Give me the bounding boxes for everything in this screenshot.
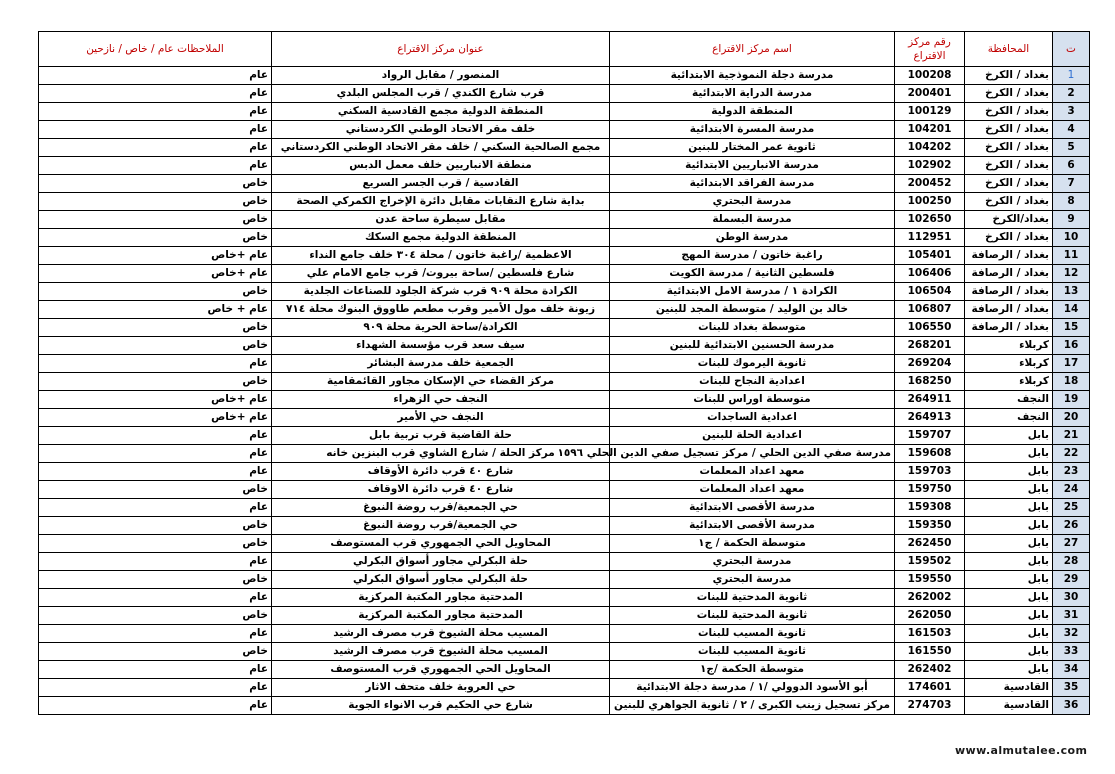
center-name-cell: راغبة خاتون / مدرسة المهج	[610, 247, 895, 265]
center-name-cell: أبو الأسود الدوولي /١ / مدرسة دجلة الابتدائية	[610, 679, 895, 697]
notes-cell: خاص	[39, 319, 272, 337]
governorate-cell: بابل	[965, 481, 1053, 499]
notes-cell: خاص	[39, 337, 272, 355]
notes-cell: خاص	[39, 607, 272, 625]
center-code-cell: 102902	[895, 157, 965, 175]
center-code-cell: 262402	[895, 661, 965, 679]
center-address-cell: شارع ٤٠ قرب دائرة الأوقاف	[272, 463, 610, 481]
center-code-cell: 174601	[895, 679, 965, 697]
polling-centers-sheet	[38, 31, 1089, 743]
table-row	[39, 409, 1090, 427]
table-header-row	[39, 32, 1090, 67]
center-name-cell: متوسطة الحكمة /ج١	[610, 661, 895, 679]
row-index: 16	[1053, 337, 1090, 355]
governorate-cell: بغداد / الكرخ	[965, 229, 1053, 247]
center-address-cell: حلة البكرلي مجاور أسواق البكرلي	[272, 553, 610, 571]
center-name-cell: ثانوية المدحتية للبنات	[610, 589, 895, 607]
notes-cell: عام +خاص	[39, 247, 272, 265]
center-code-cell: 262002	[895, 589, 965, 607]
table-row	[39, 301, 1090, 319]
governorate-cell: بغداد / الكرخ	[965, 121, 1053, 139]
polling-centers-table	[38, 31, 1090, 715]
center-address-cell: المحاويل الحي الجمهوري قرب المستوصف	[272, 535, 610, 553]
governorate-cell: بغداد/الكرخ	[965, 211, 1053, 229]
governorate-cell: بابل	[965, 625, 1053, 643]
governorate-cell: بغداد / الرصافة	[965, 265, 1053, 283]
row-index: 29	[1053, 571, 1090, 589]
governorate-cell: القادسية	[965, 697, 1053, 715]
governorate-cell: بابل	[965, 661, 1053, 679]
row-index: 12	[1053, 265, 1090, 283]
table-row	[39, 319, 1090, 337]
center-name-cell: متوسطة اوراس للبنات	[610, 391, 895, 409]
notes-cell: خاص	[39, 373, 272, 391]
center-address-cell: منطقة الانباريين خلف معمل الدبس	[272, 157, 610, 175]
center-address-cell: حلة البكرلي مجاور أسواق البكرلي	[272, 571, 610, 589]
row-index: 15	[1053, 319, 1090, 337]
center-code-cell: 104202	[895, 139, 965, 157]
row-index: 30	[1053, 589, 1090, 607]
row-index: 2	[1053, 85, 1090, 103]
table-row	[39, 175, 1090, 193]
header-governorate: المحافظة	[965, 32, 1053, 67]
center-address-cell: المدحتية مجاور المكتبة المركزية	[272, 607, 610, 625]
table-row	[39, 445, 1090, 463]
center-address-cell: المسيب محلة الشيوخ قرب مصرف الرشيد	[272, 643, 610, 661]
center-name-cell: ثانوية المسيب للبنات	[610, 625, 895, 643]
center-name-cell: مدرسة البحتري	[610, 193, 895, 211]
table-row	[39, 427, 1090, 445]
center-address-cell: الكرادة محلة ٩٠٩ قرب شركة الجلود للصناعات الجلدية	[272, 283, 610, 301]
center-name-cell: مدرسة الانباريين الابتدائية	[610, 157, 895, 175]
row-index: 20	[1053, 409, 1090, 427]
row-index: 22	[1053, 445, 1090, 463]
row-index: 14	[1053, 301, 1090, 319]
table-row	[39, 625, 1090, 643]
row-index: 18	[1053, 373, 1090, 391]
center-address-cell: الجمعية خلف مدرسة البشائر	[272, 355, 610, 373]
center-code-cell: 106550	[895, 319, 965, 337]
center-code-cell: 264913	[895, 409, 965, 427]
center-name-cell: مدرسة الفراقد الابتدائية	[610, 175, 895, 193]
center-address-cell: المنطقة الدولية مجمع القادسية السكني	[272, 103, 610, 121]
center-code-cell: 104201	[895, 121, 965, 139]
table-row	[39, 85, 1090, 103]
center-name-cell: ثانوية عمر المختار للبنين	[610, 139, 895, 157]
governorate-cell: بابل	[965, 463, 1053, 481]
center-address-cell: المنطقة الدولية مجمع السكك	[272, 229, 610, 247]
center-name-cell: مدرسة المسرة الابتدائية	[610, 121, 895, 139]
notes-cell: عام	[39, 661, 272, 679]
row-index: 28	[1053, 553, 1090, 571]
notes-cell: خاص	[39, 517, 272, 535]
table-row	[39, 247, 1090, 265]
center-address-cell: شارع فلسطين /ساحة بيروت/ قرب جامع الامام علي	[272, 265, 610, 283]
governorate-cell: بابل	[965, 643, 1053, 661]
table-row	[39, 139, 1090, 157]
governorate-cell: بغداد / الكرخ	[965, 67, 1053, 85]
row-index: 33	[1053, 643, 1090, 661]
center-address-cell: حلة القاضية قرب تربية بابل	[272, 427, 610, 445]
notes-cell: خاص	[39, 193, 272, 211]
center-name-cell: المنطقة الدولية	[610, 103, 895, 121]
row-index: 17	[1053, 355, 1090, 373]
center-name-cell: اعدادية النجاح للبنات	[610, 373, 895, 391]
center-name-cell: مدرسة البحتري	[610, 553, 895, 571]
governorate-cell: النجف	[965, 391, 1053, 409]
center-name-cell: ثانوية المدحتية للبنات	[610, 607, 895, 625]
center-address-cell: الاعظمية /راغبة خاتون / محلة ٣٠٤ خلف جامع النداء	[272, 247, 610, 265]
governorate-cell: بغداد / الرصافة	[965, 319, 1053, 337]
center-address-cell: مجمع الصالحية السكني / خلف مقر الاتحاد الوطني الكردستاني	[272, 139, 610, 157]
center-code-cell: 269204	[895, 355, 965, 373]
table-row	[39, 121, 1090, 139]
notes-cell: عام	[39, 463, 272, 481]
table-row	[39, 103, 1090, 121]
header-index: ت	[1053, 32, 1090, 67]
site-watermark: www.almutalee.com	[955, 744, 1088, 757]
center-code-cell: 100129	[895, 103, 965, 121]
center-name-cell: مركز تسجيل زينب الكبرى / ٢ / ثانوية الجواهري للبنين	[610, 697, 895, 715]
row-index: 24	[1053, 481, 1090, 499]
row-index: 5	[1053, 139, 1090, 157]
center-address-cell: سيف سعد قرب مؤسسة الشهداء	[272, 337, 610, 355]
notes-cell: عام	[39, 103, 272, 121]
table-row	[39, 571, 1090, 589]
row-index: 3	[1053, 103, 1090, 121]
notes-cell: عام	[39, 67, 272, 85]
notes-cell: عام	[39, 625, 272, 643]
center-name-cell: معهد اعداد المعلمات	[610, 463, 895, 481]
center-name-cell: مدرسة صفي الدين الحلي / مركز تسجيل صفي الدين الحلي ١٥٩٦	[610, 445, 895, 463]
row-index: 4	[1053, 121, 1090, 139]
center-address-cell: النجف حي الأمير	[272, 409, 610, 427]
center-name-cell: مدرسة الوطن	[610, 229, 895, 247]
center-address-cell: النجف حي الزهراء	[272, 391, 610, 409]
table-row	[39, 517, 1090, 535]
center-name-cell: فلسطين الثانية / مدرسة الكويت	[610, 265, 895, 283]
center-name-cell: معهد اعداد المعلمات	[610, 481, 895, 499]
center-code-cell: 262450	[895, 535, 965, 553]
row-index: 19	[1053, 391, 1090, 409]
governorate-cell: بغداد / الكرخ	[965, 85, 1053, 103]
center-address-cell: حي الجمعية/قرب روضة النبوغ	[272, 499, 610, 517]
center-address-cell: قرب شارع الكندي / قرب المجلس البلدي	[272, 85, 610, 103]
table-row	[39, 229, 1090, 247]
center-address-cell: المحاويل الحي الجمهوري قرب المستوصف	[272, 661, 610, 679]
center-code-cell: 159502	[895, 553, 965, 571]
center-name-cell: ثانوية المسيب للبنات	[610, 643, 895, 661]
row-index: 7	[1053, 175, 1090, 193]
center-address-cell: خلف مقر الاتحاد الوطني الكردستاني	[272, 121, 610, 139]
governorate-cell: بغداد / الكرخ	[965, 103, 1053, 121]
table-row	[39, 391, 1090, 409]
governorate-cell: النجف	[965, 409, 1053, 427]
row-index: 23	[1053, 463, 1090, 481]
center-code-cell: 159350	[895, 517, 965, 535]
governorate-cell: بغداد / الكرخ	[965, 193, 1053, 211]
table-row	[39, 697, 1090, 715]
header-center-code: رقم مركز الاقتراع	[895, 32, 965, 67]
table-row	[39, 337, 1090, 355]
governorate-cell: بغداد / الرصافة	[965, 247, 1053, 265]
center-name-cell: مدرسة الأقصى الابتدائية	[610, 517, 895, 535]
center-name-cell: مدرسة الأقصى الابتدائية	[610, 499, 895, 517]
governorate-cell: بغداد / الكرخ	[965, 175, 1053, 193]
center-code-cell: 268201	[895, 337, 965, 355]
notes-cell: خاص	[39, 211, 272, 229]
row-index: 25	[1053, 499, 1090, 517]
center-name-cell: متوسطة الحكمة / ج١	[610, 535, 895, 553]
center-address-cell: الكرادة/ساحة الحرية محلة ٩٠٩	[272, 319, 610, 337]
center-code-cell: 100250	[895, 193, 965, 211]
center-code-cell: 106807	[895, 301, 965, 319]
center-code-cell: 161503	[895, 625, 965, 643]
header-center-name: اسم مركز الاقتراع	[610, 32, 895, 67]
center-name-cell: مدرسة الحسنين الابتدائية للبنين	[610, 337, 895, 355]
row-index: 8	[1053, 193, 1090, 211]
notes-cell: خاص	[39, 571, 272, 589]
table-row	[39, 373, 1090, 391]
center-code-cell: 105401	[895, 247, 965, 265]
center-address-cell: مركز الحلة / شارع الشاوي قرب البنزين خانه	[272, 445, 610, 463]
center-name-cell: مدرسة الدراية الابتدائية	[610, 85, 895, 103]
center-name-cell: ثانوية اليرموك للبنات	[610, 355, 895, 373]
center-address-cell: القادسية / قرب الجسر السريع	[272, 175, 610, 193]
center-address-cell: مركز القضاء حي الإسكان مجاور القائمقامية	[272, 373, 610, 391]
notes-cell: عام	[39, 121, 272, 139]
center-name-cell: مدرسة البحتري	[610, 571, 895, 589]
table-row	[39, 193, 1090, 211]
notes-cell: خاص	[39, 481, 272, 499]
center-code-cell: 264911	[895, 391, 965, 409]
notes-cell: عام	[39, 445, 272, 463]
center-name-cell: الكرادة ١ / مدرسة الامل الابتدائية	[610, 283, 895, 301]
governorate-cell: بغداد / الكرخ	[965, 157, 1053, 175]
row-index: 26	[1053, 517, 1090, 535]
governorate-cell: بغداد / الرصافة	[965, 283, 1053, 301]
notes-cell: عام	[39, 697, 272, 715]
table-row	[39, 265, 1090, 283]
center-code-cell: 100208	[895, 67, 965, 85]
notes-cell: عام	[39, 85, 272, 103]
row-index: 1	[1053, 67, 1090, 85]
center-address-cell: شارع ٤٠ قرب دائرة الاوقاف	[272, 481, 610, 499]
center-address-cell: المنصور / مقابل الرواد	[272, 67, 610, 85]
row-index: 34	[1053, 661, 1090, 679]
notes-cell: خاص	[39, 283, 272, 301]
notes-cell: عام	[39, 427, 272, 445]
row-index: 11	[1053, 247, 1090, 265]
center-address-cell: المسيب محلة الشيوخ قرب مصرف الرشيد	[272, 625, 610, 643]
center-code-cell: 106406	[895, 265, 965, 283]
governorate-cell: بابل	[965, 553, 1053, 571]
table-row	[39, 211, 1090, 229]
center-code-cell: 159750	[895, 481, 965, 499]
center-code-cell: 200401	[895, 85, 965, 103]
center-code-cell: 168250	[895, 373, 965, 391]
center-code-cell: 161550	[895, 643, 965, 661]
notes-cell: عام	[39, 589, 272, 607]
center-name-cell: اعدادية الحلة للبنين	[610, 427, 895, 445]
notes-cell: عام +خاص	[39, 409, 272, 427]
governorate-cell: بابل	[965, 499, 1053, 517]
notes-cell: عام +خاص	[39, 265, 272, 283]
table-row	[39, 463, 1090, 481]
row-index: 6	[1053, 157, 1090, 175]
governorate-cell: القادسية	[965, 679, 1053, 697]
table-row	[39, 553, 1090, 571]
center-address-cell: المدحتية مجاور المكتبة المركزية	[272, 589, 610, 607]
table-row	[39, 157, 1090, 175]
row-index: 13	[1053, 283, 1090, 301]
center-code-cell: 106504	[895, 283, 965, 301]
center-code-cell: 274703	[895, 697, 965, 715]
governorate-cell: بابل	[965, 517, 1053, 535]
notes-cell: خاص	[39, 175, 272, 193]
governorate-cell: كربلاء	[965, 337, 1053, 355]
notes-cell: عام	[39, 499, 272, 517]
governorate-cell: بابل	[965, 427, 1053, 445]
governorate-cell: بابل	[965, 445, 1053, 463]
governorate-cell: بابل	[965, 571, 1053, 589]
center-code-cell: 112951	[895, 229, 965, 247]
notes-cell: خاص	[39, 535, 272, 553]
table-row	[39, 589, 1090, 607]
center-address-cell: بداية شارع النقابات مقابل دائرة الإخراج الكمركي الصحة	[272, 193, 610, 211]
center-code-cell: 200452	[895, 175, 965, 193]
notes-cell: عام +خاص	[39, 391, 272, 409]
table-row	[39, 481, 1090, 499]
governorate-cell: كربلاء	[965, 373, 1053, 391]
center-code-cell: 102650	[895, 211, 965, 229]
header-notes: الملاحظات عام / خاص / نازحين	[39, 32, 272, 67]
governorate-cell: بابل	[965, 607, 1053, 625]
row-index: 21	[1053, 427, 1090, 445]
row-index: 27	[1053, 535, 1090, 553]
governorate-cell: بغداد / الرصافة	[965, 301, 1053, 319]
notes-cell: عام	[39, 139, 272, 157]
center-code-cell: 159308	[895, 499, 965, 517]
center-code-cell: 159608	[895, 445, 965, 463]
table-row	[39, 661, 1090, 679]
table-row	[39, 679, 1090, 697]
governorate-cell: بابل	[965, 535, 1053, 553]
center-address-cell: زيونة خلف مول الأمير وقرب مطعم طاووق البنوك محلة ٧١٤	[272, 301, 610, 319]
table-row	[39, 355, 1090, 373]
table-body	[39, 67, 1090, 715]
center-address-cell: مقابل سيطرة ساحة عدن	[272, 211, 610, 229]
table-row	[39, 283, 1090, 301]
governorate-cell: كربلاء	[965, 355, 1053, 373]
row-index: 32	[1053, 625, 1090, 643]
center-code-cell: 159707	[895, 427, 965, 445]
center-name-cell: مدرسة دجلة النموذجية الابتدائية	[610, 67, 895, 85]
table-row	[39, 67, 1090, 85]
row-index: 35	[1053, 679, 1090, 697]
row-index: 9	[1053, 211, 1090, 229]
header-center-address: عنوان مركز الاقتراع	[272, 32, 610, 67]
center-code-cell: 159550	[895, 571, 965, 589]
center-name-cell: متوسطة بغداد للبنات	[610, 319, 895, 337]
table-row	[39, 535, 1090, 553]
notes-cell: عام	[39, 355, 272, 373]
table-row	[39, 607, 1090, 625]
notes-cell: عام	[39, 679, 272, 697]
notes-cell: خاص	[39, 229, 272, 247]
governorate-cell: بابل	[965, 589, 1053, 607]
center-address-cell: شارع حي الحكيم قرب الانواء الجوية	[272, 697, 610, 715]
notes-cell: خاص	[39, 643, 272, 661]
center-code-cell: 262050	[895, 607, 965, 625]
center-name-cell: اعدادية الساجدات	[610, 409, 895, 427]
center-address-cell: حي الجمعية/قرب روضة النبوغ	[272, 517, 610, 535]
notes-cell: عام	[39, 157, 272, 175]
governorate-cell: بغداد / الكرخ	[965, 139, 1053, 157]
notes-cell: عام + خاص	[39, 301, 272, 319]
center-name-cell: خالد بن الوليد / متوسطة المجد للبنين	[610, 301, 895, 319]
row-index: 31	[1053, 607, 1090, 625]
center-name-cell: مدرسة البسملة	[610, 211, 895, 229]
table-row	[39, 643, 1090, 661]
row-index: 10	[1053, 229, 1090, 247]
table-row	[39, 499, 1090, 517]
row-index: 36	[1053, 697, 1090, 715]
notes-cell: عام	[39, 553, 272, 571]
center-address-cell: حي العروبة خلف متحف الاثار	[272, 679, 610, 697]
center-code-cell: 159703	[895, 463, 965, 481]
